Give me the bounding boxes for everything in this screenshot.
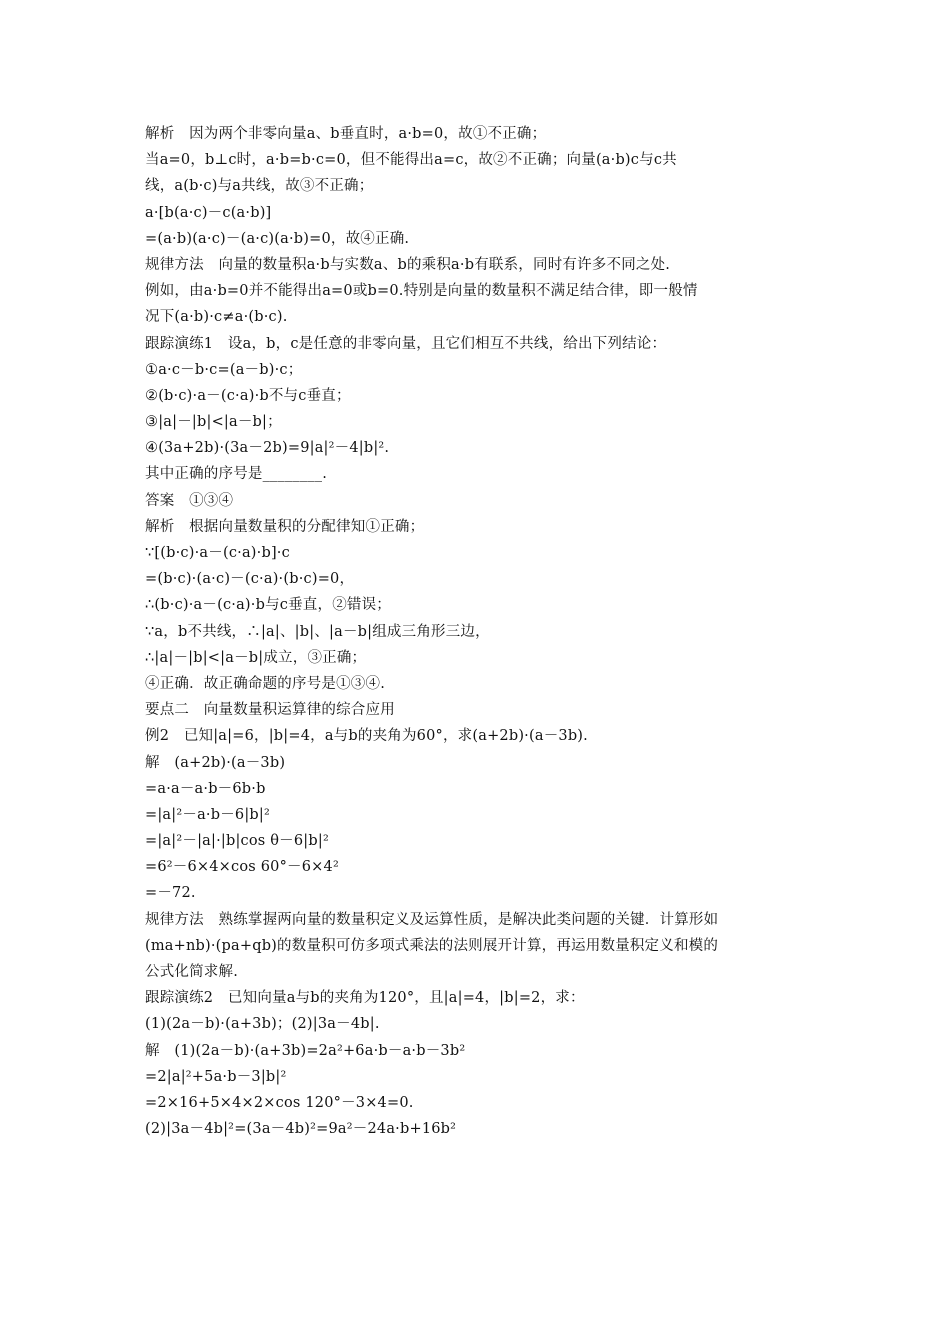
text-line: ∴(b·c)·a－(c·a)·b与c垂直，②错误； [145, 597, 392, 614]
text-line: =－72. [145, 885, 196, 902]
text-line: ∵a，b不共线，∴|a|、|b|、|a－b|组成三角形三边， [145, 623, 490, 640]
text-line: =a·a－a·b－6b·b [145, 780, 266, 797]
text-line: 解析 根据向量数量积的分配律知①正确； [145, 518, 425, 535]
text-line: ④正确．故正确命题的序号是①③④. [145, 675, 386, 692]
text-line: 公式化简求解. [145, 964, 239, 980]
text-line: 解 (a+2b)·(a－3b) [145, 754, 286, 771]
text-line: ∴|a|－|b|<|a－b|成立，③正确； [145, 649, 367, 666]
text-line: ④(3a+2b)·(3a－2b)=9|a|²－4|b|². [145, 440, 390, 457]
text-line: =|a|²－a·b－6|b|² [145, 806, 271, 823]
text-line: ③|a|－|b|<|a－b|； [145, 414, 282, 431]
text-line: (1)(2a－b)·(a+3b)；(2)|3a－4b|. [145, 1016, 380, 1033]
text-line: 当a=0，b⊥c时，a·b=b·c=0，但不能得出a=c，故②不正确；向量(a·b)c与c共 [145, 152, 677, 169]
text-line: 解析 因为两个非零向量a、b垂直时，a·b=0，故①不正确； [145, 126, 547, 142]
text-line: =(b·c)·(a·c)－(c·a)·(b·c)=0， [145, 571, 355, 588]
text-line: 况下(a·b)·c≠a·(b·c). [145, 309, 288, 326]
text-line: =2×16+5×4×2×cos 120°－3×4=0. [145, 1094, 414, 1111]
text-line: 规律方法 向量的数量积a·b与实数a、b的乘积a·b有联系，同时有许多不同之处. [145, 256, 671, 273]
text-line: =2|a|²+5a·b－3|b|² [145, 1068, 287, 1085]
text-line: 规律方法 熟练掌握两向量的数量积定义及运算性质，是解决此类问题的关键．计算形如 [145, 911, 719, 928]
section-heading: 要点二 向量数量积运算律的综合应用 [145, 702, 395, 719]
text-line: 解 (1)(2a－b)·(a+3b)=2a²+6a·b－a·b－3b² [145, 1042, 466, 1059]
text-line: 例2 已知|a|=6，|b|=4，a与b的夹角为60°，求(a+2b)·(a－3b). [145, 728, 588, 745]
text-line: 跟踪演练2 已知向量a与b的夹角为120°，且|a|=4，|b|=2，求： [145, 990, 585, 1007]
text-line: (ma+nb)·(pa+qb)的数量积可仿多项式乘法的法则展开计算，再运用数量积定义和模的 [145, 937, 719, 954]
text-line: =6²－6×4×cos 60°－6×4² [145, 859, 339, 876]
text-line: 答案 ①③④ [145, 492, 234, 509]
text-line: 跟踪演练1 设a，b，c是任意的非零向量，且它们相互不共线，给出下列结论： [145, 335, 667, 352]
text-line: 线，a(b·c)与a共线，故③不正确； [145, 178, 374, 195]
text-line: ②(b·c)·a－(c·a)·b不与c垂直； [145, 387, 351, 404]
text-line: (2)|3a－4b|²=(3a－4b)²=9a²－24a·b+16b² [145, 1121, 457, 1138]
text-line: ①a·c－b·c=(a－b)·c； [145, 361, 303, 378]
text-line: 例如，由a·b=0并不能得出a=0或b=0.特别是向量的数量积不满足结合律，即一般情 [145, 283, 698, 300]
document-body [145, 121, 825, 1142]
text-line: ∵[(b·c)·a－(c·a)·b]·c [145, 545, 290, 561]
text-line: =|a|²－|a|·|b|cos θ－6|b|² [145, 833, 329, 850]
text-line: a·[b(a·c)－c(a·b)] [145, 204, 272, 221]
text-line: 其中正确的序号是________. [145, 466, 328, 483]
text-line: =(a·b)(a·c)－(a·c)(a·b)=0，故④正确. [145, 230, 410, 247]
